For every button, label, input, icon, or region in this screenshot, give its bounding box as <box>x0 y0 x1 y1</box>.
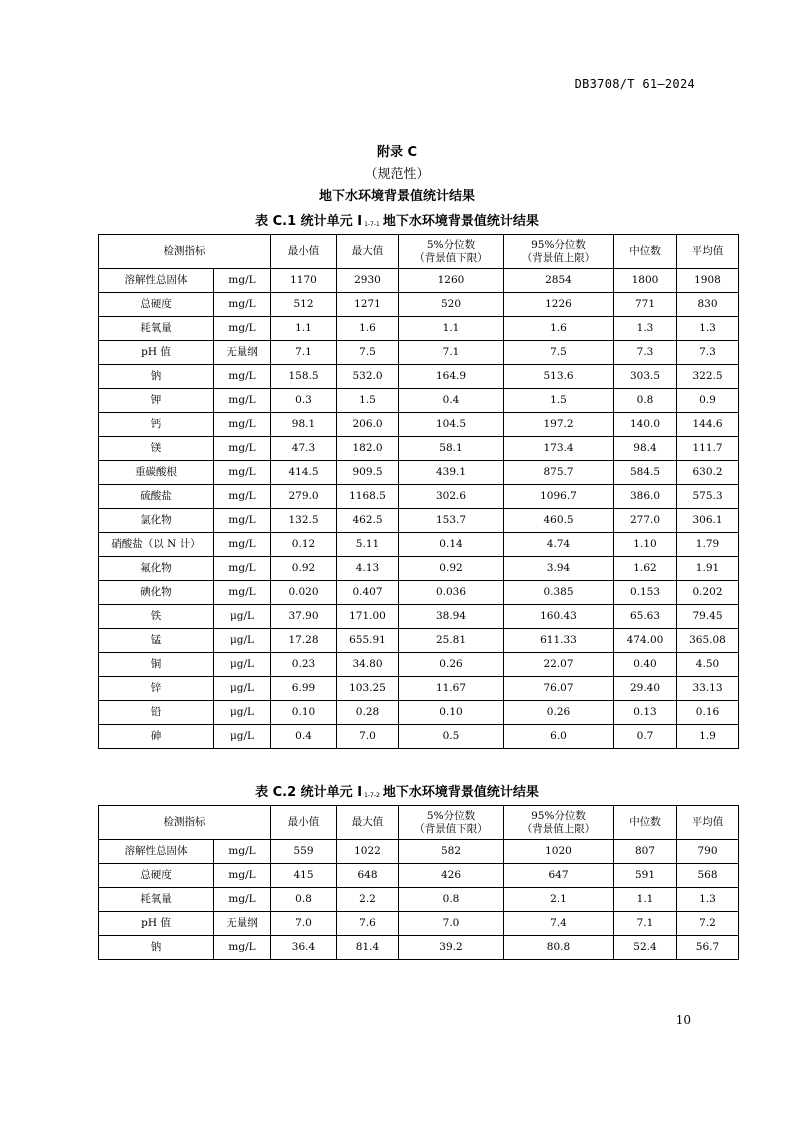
p5-cell: 1.1 <box>399 317 504 341</box>
max-cell: 81.4 <box>337 936 399 960</box>
min-cell: 0.92 <box>271 557 337 581</box>
p95-cell: 0.385 <box>504 581 614 605</box>
header-p5-line2: （背景值下限） <box>414 822 488 835</box>
min-cell: 6.99 <box>271 677 337 701</box>
caption-suffix: 地下水环境背景值统计结果 <box>382 214 539 229</box>
header-p5-line1: 5%分位数 <box>426 809 476 822</box>
p95-cell: 1.6 <box>504 317 614 341</box>
unit-cell: mg/L <box>214 389 271 413</box>
appendix-subtitle: 地下水环境背景值统计结果 <box>318 189 475 204</box>
unit-cell: μg/L <box>214 725 271 749</box>
p95-cell: 0.26 <box>504 701 614 725</box>
indicator-cell: 锰 <box>99 629 214 653</box>
table-row <box>99 461 739 485</box>
table-row <box>99 365 739 389</box>
indicator-cell: 硝酸盐（以 N 计） <box>99 533 214 557</box>
header-p95-line2: （背景值上限） <box>521 251 596 264</box>
table-body-c1 <box>99 269 739 749</box>
min-cell: 1.1 <box>271 317 337 341</box>
min-cell: 17.28 <box>271 629 337 653</box>
max-cell: 1.6 <box>337 317 399 341</box>
table-row <box>99 888 739 912</box>
header-mean: 平均值 <box>677 235 739 269</box>
indicator-cell: 砷 <box>99 725 214 749</box>
mean-cell: 79.45 <box>677 605 739 629</box>
table-row <box>99 269 739 293</box>
header-indicator: 检测指标 <box>99 806 271 840</box>
caption-prefix: 表 C.2 统计单元 Ⅰ <box>255 785 363 800</box>
mean-cell: 111.7 <box>677 437 739 461</box>
median-cell: 65.63 <box>614 605 677 629</box>
mean-cell: 0.9 <box>677 389 739 413</box>
table-row <box>99 864 739 888</box>
max-cell: 4.13 <box>337 557 399 581</box>
mean-cell: 1908 <box>677 269 739 293</box>
caption-subscript: 1-7-1 <box>364 221 380 228</box>
median-cell: 29.40 <box>614 677 677 701</box>
indicator-cell: 溶解性总固体 <box>99 840 214 864</box>
table-caption-c2 <box>0 781 794 800</box>
unit-cell: μg/L <box>214 629 271 653</box>
mean-cell: 1.91 <box>677 557 739 581</box>
min-cell: 0.23 <box>271 653 337 677</box>
max-cell: 7.5 <box>337 341 399 365</box>
min-cell: 0.10 <box>271 701 337 725</box>
median-cell: 1.1 <box>614 888 677 912</box>
max-cell: 1.5 <box>337 389 399 413</box>
mean-cell: 306.1 <box>677 509 739 533</box>
mean-cell: 1.3 <box>677 317 739 341</box>
indicator-cell: 氟化物 <box>99 557 214 581</box>
indicator-cell: 铅 <box>99 701 214 725</box>
p5-cell: 582 <box>399 840 504 864</box>
p5-cell: 153.7 <box>399 509 504 533</box>
max-cell: 462.5 <box>337 509 399 533</box>
unit-cell: mg/L <box>214 485 271 509</box>
mean-cell: 7.2 <box>677 912 739 936</box>
p5-cell: 0.10 <box>399 701 504 725</box>
header-p5-line2: （背景值下限） <box>414 251 488 264</box>
table-row <box>99 533 739 557</box>
p95-cell: 611.33 <box>504 629 614 653</box>
indicator-cell: 锌 <box>99 677 214 701</box>
unit-cell: mg/L <box>214 557 271 581</box>
unit-cell: mg/L <box>214 533 271 557</box>
header-median: 中位数 <box>614 806 677 840</box>
unit-cell: mg/L <box>214 317 271 341</box>
doc-code: DB3708/T 61—2024 <box>574 77 695 91</box>
p5-cell: 0.8 <box>399 888 504 912</box>
p5-cell: 520 <box>399 293 504 317</box>
min-cell: 47.3 <box>271 437 337 461</box>
mean-cell: 630.2 <box>677 461 739 485</box>
p5-cell: 39.2 <box>399 936 504 960</box>
max-cell: 5.11 <box>337 533 399 557</box>
median-cell: 277.0 <box>614 509 677 533</box>
unit-cell: mg/L <box>214 581 271 605</box>
mean-cell: 0.16 <box>677 701 739 725</box>
max-cell: 2930 <box>337 269 399 293</box>
p5-cell: 25.81 <box>399 629 504 653</box>
p5-cell: 0.92 <box>399 557 504 581</box>
min-cell: 559 <box>271 840 337 864</box>
p95-cell: 2854 <box>504 269 614 293</box>
median-cell: 303.5 <box>614 365 677 389</box>
max-cell: 0.407 <box>337 581 399 605</box>
p5-cell: 426 <box>399 864 504 888</box>
p5-cell: 0.4 <box>399 389 504 413</box>
p5-cell: 0.14 <box>399 533 504 557</box>
min-cell: 36.4 <box>271 936 337 960</box>
caption-suffix: 地下水环境背景值统计结果 <box>382 785 539 800</box>
indicator-cell: 氯化物 <box>99 509 214 533</box>
table-row <box>99 677 739 701</box>
median-cell: 98.4 <box>614 437 677 461</box>
mean-cell: 7.3 <box>677 341 739 365</box>
min-cell: 414.5 <box>271 461 337 485</box>
p95-cell: 513.6 <box>504 365 614 389</box>
unit-cell: 无量纲 <box>214 912 271 936</box>
unit-cell: mg/L <box>214 413 271 437</box>
min-cell: 1170 <box>271 269 337 293</box>
p95-cell: 80.8 <box>504 936 614 960</box>
indicator-cell: 溶解性总固体 <box>99 269 214 293</box>
p95-cell: 7.4 <box>504 912 614 936</box>
median-cell: 591 <box>614 864 677 888</box>
p95-cell: 1226 <box>504 293 614 317</box>
indicator-cell: 耗氧量 <box>99 888 214 912</box>
header-min: 最小值 <box>271 806 337 840</box>
p95-cell: 22.07 <box>504 653 614 677</box>
min-cell: 415 <box>271 864 337 888</box>
table-row <box>99 701 739 725</box>
indicator-cell: 铜 <box>99 653 214 677</box>
table-row <box>99 509 739 533</box>
median-cell: 7.1 <box>614 912 677 936</box>
max-cell: 532.0 <box>337 365 399 389</box>
header-p95-line1: 95%分位数 <box>531 238 586 251</box>
max-cell: 909.5 <box>337 461 399 485</box>
p95-cell: 173.4 <box>504 437 614 461</box>
max-cell: 1271 <box>337 293 399 317</box>
p95-cell: 76.07 <box>504 677 614 701</box>
appendix-title: 附录 C <box>376 145 418 160</box>
unit-cell: μg/L <box>214 701 271 725</box>
table-row <box>99 581 739 605</box>
p5-cell: 7.1 <box>399 341 504 365</box>
indicator-cell: 耗氧量 <box>99 317 214 341</box>
p5-cell: 0.5 <box>399 725 504 749</box>
p5-cell: 58.1 <box>399 437 504 461</box>
p95-cell: 1.5 <box>504 389 614 413</box>
table-row <box>99 725 739 749</box>
indicator-cell: 总硬度 <box>99 293 214 317</box>
max-cell: 103.25 <box>337 677 399 701</box>
min-cell: 0.3 <box>271 389 337 413</box>
median-cell: 386.0 <box>614 485 677 509</box>
indicator-cell: 钠 <box>99 365 214 389</box>
p95-cell: 7.5 <box>504 341 614 365</box>
unit-cell: mg/L <box>214 888 271 912</box>
header-p95 <box>504 806 614 840</box>
p5-cell: 104.5 <box>399 413 504 437</box>
table-row <box>99 341 739 365</box>
caption-subscript: 1-7-2 <box>364 792 380 799</box>
p5-cell: 1260 <box>399 269 504 293</box>
unit-cell: mg/L <box>214 293 271 317</box>
table-row <box>99 485 739 509</box>
unit-cell: mg/L <box>214 269 271 293</box>
p95-cell: 460.5 <box>504 509 614 533</box>
mean-cell: 1.3 <box>677 888 739 912</box>
indicator-cell: 重碳酸根 <box>99 461 214 485</box>
indicator-cell: 钾 <box>99 389 214 413</box>
unit-cell: 无量纲 <box>214 341 271 365</box>
max-cell: 648 <box>337 864 399 888</box>
unit-cell: mg/L <box>214 365 271 389</box>
header-p95-line2: （背景值上限） <box>521 822 596 835</box>
header-median: 中位数 <box>614 235 677 269</box>
indicator-cell: 镁 <box>99 437 214 461</box>
max-cell: 0.28 <box>337 701 399 725</box>
table-row <box>99 389 739 413</box>
mean-cell: 568 <box>677 864 739 888</box>
median-cell: 1.3 <box>614 317 677 341</box>
min-cell: 132.5 <box>271 509 337 533</box>
unit-cell: mg/L <box>214 461 271 485</box>
unit-cell: μg/L <box>214 677 271 701</box>
max-cell: 182.0 <box>337 437 399 461</box>
p5-cell: 0.036 <box>399 581 504 605</box>
table-row <box>99 293 739 317</box>
min-cell: 279.0 <box>271 485 337 509</box>
mean-cell: 1.9 <box>677 725 739 749</box>
mean-cell: 1.79 <box>677 533 739 557</box>
min-cell: 0.4 <box>271 725 337 749</box>
median-cell: 1800 <box>614 269 677 293</box>
median-cell: 52.4 <box>614 936 677 960</box>
appendix-type: （规范性） <box>364 167 430 182</box>
p5-cell: 302.6 <box>399 485 504 509</box>
max-cell: 655.91 <box>337 629 399 653</box>
table-header-row <box>99 806 739 840</box>
mean-cell: 322.5 <box>677 365 739 389</box>
p95-cell: 197.2 <box>504 413 614 437</box>
p5-cell: 439.1 <box>399 461 504 485</box>
max-cell: 7.6 <box>337 912 399 936</box>
unit-cell: mg/L <box>214 936 271 960</box>
max-cell: 34.80 <box>337 653 399 677</box>
header-max: 最大值 <box>337 806 399 840</box>
unit-cell: mg/L <box>214 437 271 461</box>
table-row <box>99 653 739 677</box>
median-cell: 771 <box>614 293 677 317</box>
unit-cell: mg/L <box>214 509 271 533</box>
stats-table-c1 <box>98 234 739 749</box>
unit-cell: mg/L <box>214 864 271 888</box>
indicator-cell: 铁 <box>99 605 214 629</box>
table-row <box>99 912 739 936</box>
median-cell: 807 <box>614 840 677 864</box>
median-cell: 0.7 <box>614 725 677 749</box>
header-p5 <box>399 235 504 269</box>
mean-cell: 33.13 <box>677 677 739 701</box>
p95-cell: 1096.7 <box>504 485 614 509</box>
mean-cell: 830 <box>677 293 739 317</box>
min-cell: 0.8 <box>271 888 337 912</box>
median-cell: 584.5 <box>614 461 677 485</box>
mean-cell: 575.3 <box>677 485 739 509</box>
table-row <box>99 413 739 437</box>
header-p95 <box>504 235 614 269</box>
mean-cell: 56.7 <box>677 936 739 960</box>
min-cell: 0.12 <box>271 533 337 557</box>
table-body-c2 <box>99 840 739 960</box>
max-cell: 1168.5 <box>337 485 399 509</box>
table-row <box>99 840 739 864</box>
max-cell: 7.0 <box>337 725 399 749</box>
indicator-cell: 总硬度 <box>99 864 214 888</box>
table-row <box>99 437 739 461</box>
median-cell: 0.13 <box>614 701 677 725</box>
min-cell: 37.90 <box>271 605 337 629</box>
mean-cell: 365.08 <box>677 629 739 653</box>
indicator-cell: 钠 <box>99 936 214 960</box>
header-max: 最大值 <box>337 235 399 269</box>
min-cell: 0.020 <box>271 581 337 605</box>
indicator-cell: pH 值 <box>99 341 214 365</box>
min-cell: 98.1 <box>271 413 337 437</box>
indicator-cell: pH 值 <box>99 912 214 936</box>
min-cell: 7.0 <box>271 912 337 936</box>
table-row <box>99 317 739 341</box>
unit-cell: μg/L <box>214 653 271 677</box>
header-p5-line1: 5%分位数 <box>426 238 476 251</box>
table-row <box>99 629 739 653</box>
table-header-row <box>99 235 739 269</box>
max-cell: 206.0 <box>337 413 399 437</box>
p95-cell: 875.7 <box>504 461 614 485</box>
median-cell: 1.62 <box>614 557 677 581</box>
p5-cell: 7.0 <box>399 912 504 936</box>
p95-cell: 647 <box>504 864 614 888</box>
table-row <box>99 605 739 629</box>
max-cell: 1022 <box>337 840 399 864</box>
indicator-cell: 钙 <box>99 413 214 437</box>
p5-cell: 164.9 <box>399 365 504 389</box>
p95-cell: 1020 <box>504 840 614 864</box>
unit-cell: mg/L <box>214 840 271 864</box>
p95-cell: 6.0 <box>504 725 614 749</box>
unit-cell: μg/L <box>214 605 271 629</box>
max-cell: 2.2 <box>337 888 399 912</box>
indicator-cell: 碘化物 <box>99 581 214 605</box>
p95-cell: 3.94 <box>504 557 614 581</box>
min-cell: 158.5 <box>271 365 337 389</box>
table-row <box>99 557 739 581</box>
median-cell: 0.40 <box>614 653 677 677</box>
min-cell: 512 <box>271 293 337 317</box>
header-p95-line1: 95%分位数 <box>531 809 586 822</box>
median-cell: 140.0 <box>614 413 677 437</box>
page-number: 10 <box>675 1013 691 1027</box>
mean-cell: 790 <box>677 840 739 864</box>
mean-cell: 144.6 <box>677 413 739 437</box>
median-cell: 0.8 <box>614 389 677 413</box>
p95-cell: 4.74 <box>504 533 614 557</box>
table-row <box>99 936 739 960</box>
header-min: 最小值 <box>271 235 337 269</box>
median-cell: 1.10 <box>614 533 677 557</box>
table-caption-c1 <box>0 210 794 229</box>
mean-cell: 4.50 <box>677 653 739 677</box>
caption-prefix: 表 C.1 统计单元 Ⅰ <box>255 214 363 229</box>
median-cell: 474.00 <box>614 629 677 653</box>
header-p5 <box>399 806 504 840</box>
min-cell: 7.1 <box>271 341 337 365</box>
p95-cell: 2.1 <box>504 888 614 912</box>
stats-table-c2 <box>98 805 739 960</box>
max-cell: 171.00 <box>337 605 399 629</box>
header-indicator: 检测指标 <box>99 235 271 269</box>
p5-cell: 0.26 <box>399 653 504 677</box>
indicator-cell: 硫酸盐 <box>99 485 214 509</box>
mean-cell: 0.202 <box>677 581 739 605</box>
p5-cell: 11.67 <box>399 677 504 701</box>
p5-cell: 38.94 <box>399 605 504 629</box>
median-cell: 7.3 <box>614 341 677 365</box>
median-cell: 0.153 <box>614 581 677 605</box>
p95-cell: 160.43 <box>504 605 614 629</box>
header-mean: 平均值 <box>677 806 739 840</box>
